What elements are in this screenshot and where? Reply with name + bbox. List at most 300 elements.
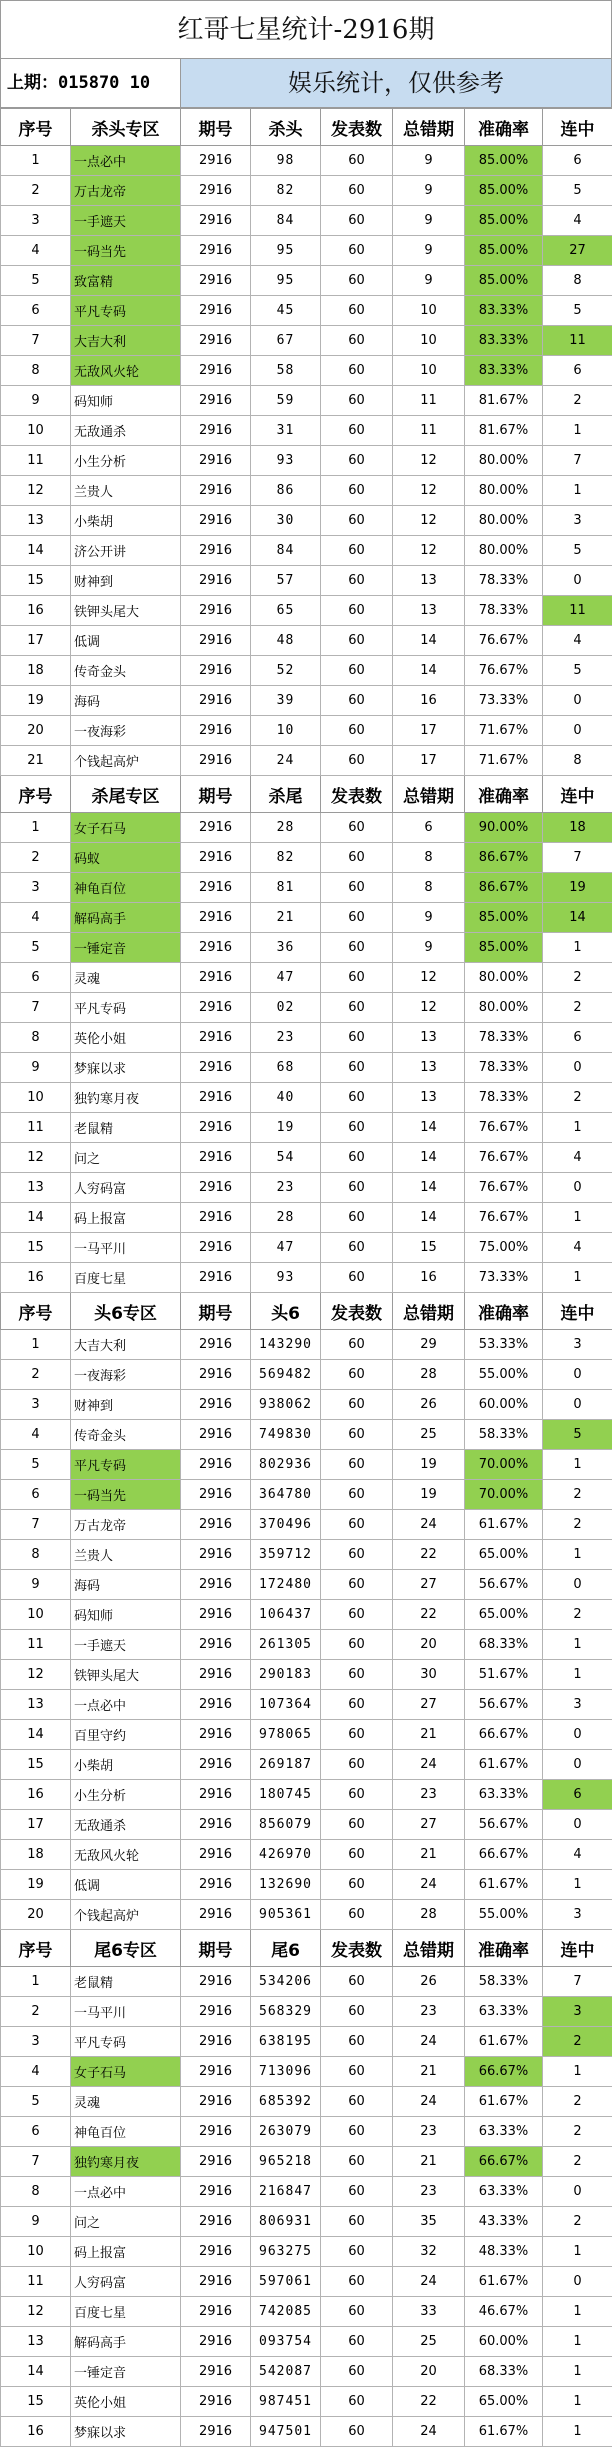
cell-streak: 1 xyxy=(543,1870,612,1900)
cell-value: 713096 xyxy=(251,2057,321,2087)
cell-published: 60 xyxy=(321,146,393,176)
cell-value: 093754 xyxy=(251,2327,321,2357)
cell-accuracy: 61.67% xyxy=(465,2027,543,2057)
cell-issue: 2916 xyxy=(181,2177,251,2207)
table-row xyxy=(1,746,612,776)
cell-streak: 18 xyxy=(543,813,612,843)
cell-issue: 2916 xyxy=(181,2267,251,2297)
cell-published: 60 xyxy=(321,1510,393,1540)
cell-value: 749830 xyxy=(251,1420,321,1450)
cell-accuracy: 53.33% xyxy=(465,1330,543,1360)
table-row xyxy=(1,2147,612,2177)
cell-value: 40 xyxy=(251,1083,321,1113)
cell-streak: 3 xyxy=(543,1690,612,1720)
table-row xyxy=(1,1840,612,1870)
cell-accuracy: 76.67% xyxy=(465,656,543,686)
cell-accuracy: 51.67% xyxy=(465,1660,543,1690)
cell-errors: 21 xyxy=(393,2147,465,2177)
cell-streak: 1 xyxy=(543,2297,612,2327)
cell-issue: 2916 xyxy=(181,1660,251,1690)
cell-name: 无敌风火轮 xyxy=(71,1840,181,1870)
cell-streak: 1 xyxy=(543,2237,612,2267)
cell-accuracy: 46.67% xyxy=(465,2297,543,2327)
cell-published: 60 xyxy=(321,2417,393,2447)
table-row xyxy=(1,596,612,626)
cell-streak: 0 xyxy=(543,1390,612,1420)
cell-accuracy: 86.67% xyxy=(465,843,543,873)
cell-errors: 23 xyxy=(393,2117,465,2147)
cell-no: 12 xyxy=(1,1143,71,1173)
cell-issue: 2916 xyxy=(181,2057,251,2087)
section-header-row xyxy=(1,109,612,146)
cell-published: 60 xyxy=(321,746,393,776)
cell-streak: 1 xyxy=(543,933,612,963)
cell-no: 9 xyxy=(1,1053,71,1083)
cell-name: 女子石马 xyxy=(71,813,181,843)
cell-name: 海码 xyxy=(71,686,181,716)
cell-no: 5 xyxy=(1,933,71,963)
cell-value: 65 xyxy=(251,596,321,626)
cell-name: 铁钾头尾大 xyxy=(71,596,181,626)
cell-value: 24 xyxy=(251,746,321,776)
cell-issue: 2916 xyxy=(181,1173,251,1203)
cell-no: 7 xyxy=(1,326,71,356)
header-issue: 期号 xyxy=(181,1293,251,1330)
cell-accuracy: 71.67% xyxy=(465,746,543,776)
cell-issue: 2916 xyxy=(181,1997,251,2027)
cell-errors: 10 xyxy=(393,296,465,326)
cell-streak: 14 xyxy=(543,903,612,933)
cell-issue: 2916 xyxy=(181,1840,251,1870)
cell-accuracy: 86.67% xyxy=(465,873,543,903)
cell-no: 1 xyxy=(1,1330,71,1360)
cell-errors: 12 xyxy=(393,476,465,506)
cell-issue: 2916 xyxy=(181,2027,251,2057)
cell-issue: 2916 xyxy=(181,356,251,386)
cell-published: 60 xyxy=(321,1360,393,1390)
cell-streak: 2 xyxy=(543,1510,612,1540)
cell-name: 百度七星 xyxy=(71,1263,181,1293)
cell-errors: 20 xyxy=(393,2357,465,2387)
cell-accuracy: 61.67% xyxy=(465,1750,543,1780)
cell-published: 60 xyxy=(321,1203,393,1233)
cell-name: 码蚁 xyxy=(71,843,181,873)
table-row xyxy=(1,933,612,963)
cell-accuracy: 76.67% xyxy=(465,626,543,656)
cell-value: 59 xyxy=(251,386,321,416)
header-zone: 头6专区 xyxy=(71,1293,181,1330)
cell-accuracy: 63.33% xyxy=(465,2177,543,2207)
cell-value: 81 xyxy=(251,873,321,903)
table-row xyxy=(1,2297,612,2327)
cell-published: 60 xyxy=(321,1600,393,1630)
cell-value: 534206 xyxy=(251,1967,321,1997)
cell-value: 905361 xyxy=(251,1900,321,1930)
cell-name: 平凡专码 xyxy=(71,296,181,326)
cell-streak: 2 xyxy=(543,1083,612,1113)
table-row xyxy=(1,1083,612,1113)
cell-no: 3 xyxy=(1,1390,71,1420)
cell-issue: 2916 xyxy=(181,446,251,476)
cell-errors: 9 xyxy=(393,146,465,176)
cell-issue: 2916 xyxy=(181,873,251,903)
cell-value: 30 xyxy=(251,506,321,536)
cell-name: 英伦小姐 xyxy=(71,1023,181,1053)
cell-accuracy: 78.33% xyxy=(465,1083,543,1113)
table-row xyxy=(1,1570,612,1600)
cell-errors: 12 xyxy=(393,446,465,476)
cell-published: 60 xyxy=(321,1870,393,1900)
cell-name: 万古龙帝 xyxy=(71,176,181,206)
header-published: 发表数 xyxy=(321,109,393,146)
cell-no: 3 xyxy=(1,873,71,903)
cell-errors: 10 xyxy=(393,326,465,356)
table-row xyxy=(1,566,612,596)
cell-issue: 2916 xyxy=(181,1480,251,1510)
cell-issue: 2916 xyxy=(181,266,251,296)
cell-accuracy: 48.33% xyxy=(465,2237,543,2267)
cell-published: 60 xyxy=(321,1330,393,1360)
cell-issue: 2916 xyxy=(181,296,251,326)
table-row xyxy=(1,813,612,843)
table-row xyxy=(1,1997,612,2027)
cell-name: 小柴胡 xyxy=(71,1750,181,1780)
cell-no: 14 xyxy=(1,536,71,566)
cell-errors: 25 xyxy=(393,2327,465,2357)
cell-streak: 0 xyxy=(543,566,612,596)
cell-streak: 2 xyxy=(543,2027,612,2057)
cell-no: 2 xyxy=(1,1997,71,2027)
table-row xyxy=(1,1390,612,1420)
cell-issue: 2916 xyxy=(181,843,251,873)
cell-issue: 2916 xyxy=(181,146,251,176)
cell-no: 10 xyxy=(1,1083,71,1113)
cell-accuracy: 85.00% xyxy=(465,176,543,206)
cell-value: 23 xyxy=(251,1023,321,1053)
cell-published: 60 xyxy=(321,1720,393,1750)
cell-errors: 15 xyxy=(393,1233,465,1263)
cell-published: 60 xyxy=(321,2327,393,2357)
cell-errors: 21 xyxy=(393,1840,465,1870)
cell-name: 兰贵人 xyxy=(71,1540,181,1570)
cell-issue: 2916 xyxy=(181,656,251,686)
cell-name: 灵魂 xyxy=(71,2087,181,2117)
cell-value: 31 xyxy=(251,416,321,446)
cell-no: 20 xyxy=(1,1900,71,1930)
table-row xyxy=(1,2117,612,2147)
cell-accuracy: 58.33% xyxy=(465,1967,543,1997)
cell-accuracy: 63.33% xyxy=(465,1997,543,2027)
cell-name: 问之 xyxy=(71,1143,181,1173)
cell-streak: 3 xyxy=(543,1997,612,2027)
cell-errors: 13 xyxy=(393,596,465,626)
cell-value: 28 xyxy=(251,1203,321,1233)
cell-published: 60 xyxy=(321,1780,393,1810)
cell-published: 60 xyxy=(321,176,393,206)
cell-value: 47 xyxy=(251,963,321,993)
cell-value: 82 xyxy=(251,176,321,206)
cell-issue: 2916 xyxy=(181,1690,251,1720)
cell-errors: 20 xyxy=(393,1630,465,1660)
cell-value: 542087 xyxy=(251,2357,321,2387)
cell-issue: 2916 xyxy=(181,506,251,536)
cell-errors: 9 xyxy=(393,903,465,933)
cell-accuracy: 61.67% xyxy=(465,2087,543,2117)
header-accuracy: 准确率 xyxy=(465,109,543,146)
table-row xyxy=(1,1203,612,1233)
header-zone: 杀尾专区 xyxy=(71,776,181,813)
cell-no: 6 xyxy=(1,1480,71,1510)
cell-errors: 24 xyxy=(393,1510,465,1540)
table-row xyxy=(1,1810,612,1840)
cell-value: 95 xyxy=(251,266,321,296)
table-row xyxy=(1,1330,612,1360)
cell-published: 60 xyxy=(321,2117,393,2147)
cell-errors: 17 xyxy=(393,746,465,776)
cell-published: 60 xyxy=(321,626,393,656)
cell-issue: 2916 xyxy=(181,1143,251,1173)
cell-published: 60 xyxy=(321,2027,393,2057)
cell-errors: 10 xyxy=(393,356,465,386)
disclaimer-banner: 娱乐统计，仅供参考 xyxy=(181,59,611,107)
cell-issue: 2916 xyxy=(181,993,251,1023)
cell-streak: 11 xyxy=(543,326,612,356)
cell-accuracy: 80.00% xyxy=(465,476,543,506)
cell-published: 60 xyxy=(321,1390,393,1420)
header-streak: 连中 xyxy=(543,1930,612,1967)
cell-published: 60 xyxy=(321,1083,393,1113)
table-row xyxy=(1,873,612,903)
cell-name: 铁钾头尾大 xyxy=(71,1660,181,1690)
header-accuracy: 准确率 xyxy=(465,1930,543,1967)
header-value: 杀头 xyxy=(251,109,321,146)
cell-issue: 2916 xyxy=(181,2357,251,2387)
cell-errors: 11 xyxy=(393,386,465,416)
cell-issue: 2916 xyxy=(181,2327,251,2357)
cell-name: 一锤定音 xyxy=(71,933,181,963)
cell-no: 5 xyxy=(1,2087,71,2117)
cell-issue: 2916 xyxy=(181,1540,251,1570)
cell-no: 9 xyxy=(1,1570,71,1600)
cell-errors: 6 xyxy=(393,813,465,843)
cell-issue: 2916 xyxy=(181,1510,251,1540)
cell-published: 60 xyxy=(321,2237,393,2267)
cell-issue: 2916 xyxy=(181,536,251,566)
header-accuracy: 准确率 xyxy=(465,1293,543,1330)
cell-errors: 32 xyxy=(393,2237,465,2267)
cell-accuracy: 78.33% xyxy=(465,596,543,626)
cell-no: 6 xyxy=(1,963,71,993)
cell-errors: 24 xyxy=(393,2027,465,2057)
cell-issue: 2916 xyxy=(181,903,251,933)
table-row xyxy=(1,416,612,446)
cell-streak: 6 xyxy=(543,1023,612,1053)
cell-issue: 2916 xyxy=(181,386,251,416)
cell-accuracy: 68.33% xyxy=(465,1630,543,1660)
cell-no: 7 xyxy=(1,993,71,1023)
cell-published: 60 xyxy=(321,933,393,963)
table-row xyxy=(1,146,612,176)
cell-published: 60 xyxy=(321,843,393,873)
table-row xyxy=(1,1967,612,1997)
table-row xyxy=(1,2207,612,2237)
cell-value: 84 xyxy=(251,206,321,236)
cell-value: 02 xyxy=(251,993,321,1023)
cell-streak: 1 xyxy=(543,1660,612,1690)
header-value: 头6 xyxy=(251,1293,321,1330)
cell-no: 17 xyxy=(1,1810,71,1840)
table-row xyxy=(1,1023,612,1053)
cell-issue: 2916 xyxy=(181,236,251,266)
cell-streak: 5 xyxy=(543,536,612,566)
cell-name: 问之 xyxy=(71,2207,181,2237)
cell-issue: 2916 xyxy=(181,1810,251,1840)
table-row xyxy=(1,1510,612,1540)
cell-errors: 9 xyxy=(393,176,465,206)
cell-published: 60 xyxy=(321,1690,393,1720)
cell-accuracy: 85.00% xyxy=(465,236,543,266)
cell-accuracy: 73.33% xyxy=(465,686,543,716)
table-row xyxy=(1,1780,612,1810)
table-row xyxy=(1,326,612,356)
cell-issue: 2916 xyxy=(181,1203,251,1233)
header-no: 序号 xyxy=(1,109,71,146)
cell-issue: 2916 xyxy=(181,1023,251,1053)
cell-errors: 26 xyxy=(393,1967,465,1997)
cell-value: 742085 xyxy=(251,2297,321,2327)
cell-published: 60 xyxy=(321,2267,393,2297)
cell-accuracy: 76.67% xyxy=(465,1143,543,1173)
cell-streak: 7 xyxy=(543,446,612,476)
cell-accuracy: 75.00% xyxy=(465,1233,543,1263)
cell-accuracy: 83.33% xyxy=(465,326,543,356)
header-no: 序号 xyxy=(1,1293,71,1330)
cell-no: 10 xyxy=(1,416,71,446)
table-row xyxy=(1,1660,612,1690)
cell-issue: 2916 xyxy=(181,476,251,506)
cell-accuracy: 66.67% xyxy=(465,2057,543,2087)
cell-name: 无敌风火轮 xyxy=(71,356,181,386)
cell-issue: 2916 xyxy=(181,2387,251,2417)
cell-name: 无敌通杀 xyxy=(71,416,181,446)
header-published: 发表数 xyxy=(321,1293,393,1330)
cell-streak: 0 xyxy=(543,2267,612,2297)
cell-published: 60 xyxy=(321,686,393,716)
cell-name: 梦寐以求 xyxy=(71,1053,181,1083)
cell-streak: 1 xyxy=(543,1263,612,1293)
cell-value: 806931 xyxy=(251,2207,321,2237)
cell-accuracy: 90.00% xyxy=(465,813,543,843)
header-value: 尾6 xyxy=(251,1930,321,1967)
cell-issue: 2916 xyxy=(181,1570,251,1600)
cell-published: 60 xyxy=(321,326,393,356)
section-header-row xyxy=(1,1930,612,1967)
table-row xyxy=(1,716,612,746)
table-row xyxy=(1,2267,612,2297)
cell-name: 解码高手 xyxy=(71,903,181,933)
page-title: 红哥七星统计-2916期 xyxy=(0,0,612,58)
cell-no: 13 xyxy=(1,1690,71,1720)
cell-streak: 2 xyxy=(543,963,612,993)
cell-name: 灵魂 xyxy=(71,963,181,993)
cell-issue: 2916 xyxy=(181,1330,251,1360)
cell-no: 10 xyxy=(1,2237,71,2267)
cell-issue: 2916 xyxy=(181,2117,251,2147)
cell-published: 60 xyxy=(321,206,393,236)
cell-published: 60 xyxy=(321,656,393,686)
cell-name: 一码当先 xyxy=(71,1480,181,1510)
cell-errors: 9 xyxy=(393,206,465,236)
cell-errors: 14 xyxy=(393,1143,465,1173)
cell-streak: 3 xyxy=(543,1330,612,1360)
cell-value: 263079 xyxy=(251,2117,321,2147)
cell-accuracy: 63.33% xyxy=(465,2117,543,2147)
cell-value: 21 xyxy=(251,903,321,933)
table-row xyxy=(1,266,612,296)
cell-name: 百度七星 xyxy=(71,2297,181,2327)
cell-no: 9 xyxy=(1,386,71,416)
cell-accuracy: 85.00% xyxy=(465,903,543,933)
cell-no: 11 xyxy=(1,2267,71,2297)
cell-value: 290183 xyxy=(251,1660,321,1690)
cell-published: 60 xyxy=(321,1630,393,1660)
cell-name: 一夜海彩 xyxy=(71,1360,181,1390)
cell-streak: 2 xyxy=(543,386,612,416)
table-row xyxy=(1,536,612,566)
previous-issue-result: 上期：015870 10 xyxy=(1,59,181,107)
cell-streak: 2 xyxy=(543,1480,612,1510)
table-row xyxy=(1,506,612,536)
cell-name: 一点必中 xyxy=(71,1690,181,1720)
cell-name: 一点必中 xyxy=(71,2177,181,2207)
cell-published: 60 xyxy=(321,1540,393,1570)
cell-errors: 23 xyxy=(393,1997,465,2027)
cell-issue: 2916 xyxy=(181,813,251,843)
cell-errors: 28 xyxy=(393,1360,465,1390)
cell-value: 978065 xyxy=(251,1720,321,1750)
cell-accuracy: 65.00% xyxy=(465,2387,543,2417)
cell-name: 致富精 xyxy=(71,266,181,296)
cell-published: 60 xyxy=(321,2147,393,2177)
cell-no: 14 xyxy=(1,1720,71,1750)
cell-issue: 2916 xyxy=(181,963,251,993)
cell-value: 370496 xyxy=(251,1510,321,1540)
table-row xyxy=(1,626,612,656)
cell-errors: 24 xyxy=(393,1750,465,1780)
table-row xyxy=(1,1263,612,1293)
cell-no: 7 xyxy=(1,2147,71,2177)
cell-errors: 22 xyxy=(393,1540,465,1570)
cell-issue: 2916 xyxy=(181,2207,251,2237)
cell-issue: 2916 xyxy=(181,1263,251,1293)
cell-no: 2 xyxy=(1,176,71,206)
cell-streak: 2 xyxy=(543,993,612,1023)
cell-name: 济公开讲 xyxy=(71,536,181,566)
cell-errors: 22 xyxy=(393,1600,465,1630)
cell-issue: 2916 xyxy=(181,1750,251,1780)
cell-value: 965218 xyxy=(251,2147,321,2177)
cell-errors: 26 xyxy=(393,1390,465,1420)
cell-streak: 11 xyxy=(543,596,612,626)
cell-streak: 6 xyxy=(543,356,612,386)
cell-no: 7 xyxy=(1,1510,71,1540)
cell-no: 18 xyxy=(1,656,71,686)
cell-streak: 5 xyxy=(543,1420,612,1450)
cell-accuracy: 56.67% xyxy=(465,1810,543,1840)
cell-accuracy: 80.00% xyxy=(465,536,543,566)
cell-streak: 1 xyxy=(543,2327,612,2357)
header-streak: 连中 xyxy=(543,776,612,813)
